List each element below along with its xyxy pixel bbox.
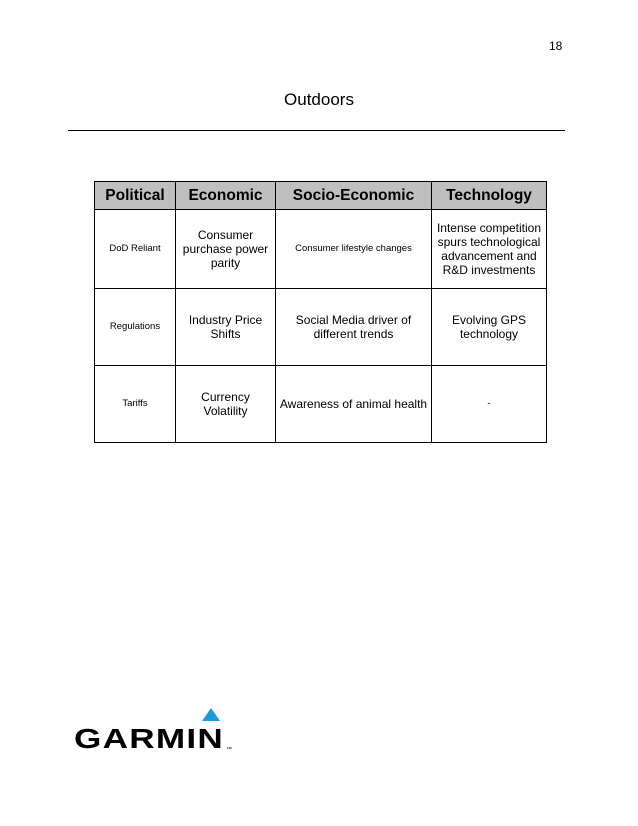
table-cell: Industry Price Shifts (176, 289, 276, 366)
table-cell: Evolving GPS technology (432, 289, 547, 366)
logo-triangle-icon (202, 708, 220, 721)
pest-analysis-table (94, 181, 547, 443)
table-cell: DoD Reliant (95, 210, 176, 289)
table-header-row (95, 182, 547, 210)
table-row (95, 366, 547, 443)
table-row (95, 289, 547, 366)
header-political: Political (95, 182, 176, 210)
logo-trademark: ™ (226, 747, 232, 753)
table-cell: Consumer purchase power parity (176, 210, 276, 289)
header-socio-economic: Socio-Economic (276, 182, 432, 210)
logo-wordmark: GARMIN (74, 723, 224, 754)
header-technology: Technology (432, 182, 547, 210)
page-title: Outdoors (284, 90, 354, 109)
table-cell: Intense competition spurs technological advancement and R&D investments (432, 210, 547, 289)
table-cell: Regulations (95, 289, 176, 366)
table-cell: Currency Volatility (176, 366, 276, 443)
table-cell: Awareness of animal health (276, 366, 432, 443)
table-row (95, 210, 547, 289)
header-economic: Economic (176, 182, 276, 210)
title-divider (68, 130, 565, 131)
table-cell: Consumer lifestyle changes (276, 210, 432, 289)
garmin-logo (74, 706, 238, 754)
table-cell: - (432, 366, 547, 443)
table-cell: Social Media driver of different trends (276, 289, 432, 366)
page-number: 18 (549, 39, 563, 53)
table-cell: Tariffs (95, 366, 176, 443)
